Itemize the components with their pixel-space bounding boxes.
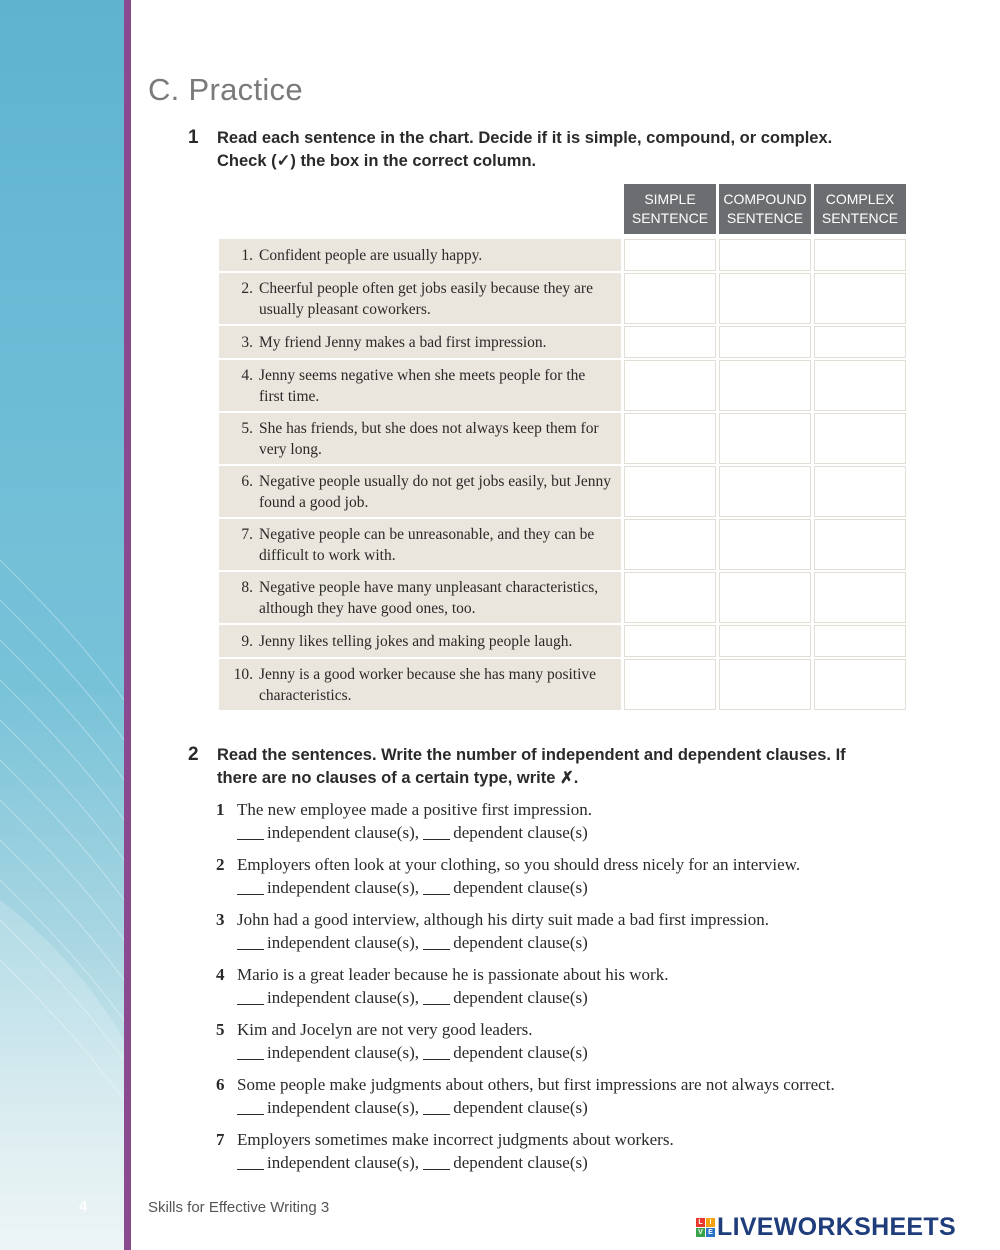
page-number: 4 (78, 1198, 88, 1215)
item-sentence: John had a good interview, although his dirty suit made a bad first impression. (237, 910, 769, 929)
sentence-number: 9. (241, 632, 253, 650)
checkbox-simple[interactable] (624, 360, 716, 411)
checkbox-simple[interactable] (624, 466, 716, 517)
item-sentence: Employers often look at your clothing, so you should dress nicely for an interview. (237, 855, 801, 874)
sentence-cell (219, 466, 621, 517)
table-row (219, 572, 906, 623)
table-row (219, 360, 906, 411)
checkbox-compound[interactable] (719, 625, 811, 657)
checkbox-complex[interactable] (814, 572, 906, 623)
sentence-text: Jenny seems negative when she meets people for the first time. (259, 366, 586, 405)
independent-label: independent clause(s), (267, 1098, 419, 1117)
list-item (216, 1073, 936, 1128)
sentence-number: 6. (241, 472, 253, 490)
table-row (219, 326, 906, 358)
checkbox-complex[interactable] (814, 466, 906, 517)
sentence-text: Jenny likes telling jokes and making people laugh. (259, 632, 573, 650)
sentence-number: 1. (241, 246, 253, 264)
sentence-text: Negative people usually do not get jobs easily, but Jenny found a good job. (259, 472, 611, 511)
sentence-text: Cheerful people often get jobs easily because they are usually pleasant coworkers. (259, 279, 593, 318)
independent-label: independent clause(s), (267, 878, 419, 897)
sentence-number: 7. (241, 525, 253, 543)
checkbox-complex[interactable] (814, 659, 906, 710)
sentence-number: 10. (233, 665, 253, 683)
logo-text: LIVEWORKSHEETS (717, 1213, 956, 1241)
item-sentence: Employers sometimes make incorrect judgments about workers. (237, 1130, 674, 1149)
sentence-cell (219, 625, 621, 657)
sentence-text: Confident people are usually happy. (259, 246, 483, 264)
exercise-2-instruction-line2: there are no clauses of a certain type, write ✗. (217, 769, 579, 787)
table-row (219, 273, 906, 324)
item-number: 3 (216, 910, 225, 929)
dependent-label: dependent clause(s) (453, 823, 588, 842)
exercise-2-instruction (217, 744, 846, 790)
dependent-count-blank[interactable] (423, 948, 450, 950)
exercise-2-instruction-line1: Read the sentences. Write the number of independent and dependent clauses. If (217, 746, 846, 764)
checkbox-compound[interactable] (719, 360, 811, 411)
checkbox-compound[interactable] (719, 326, 811, 358)
list-item (216, 963, 936, 1018)
table-row (219, 625, 906, 657)
item-sentence: Some people make judgments about others, but first impressions are not always correct. (237, 1075, 835, 1094)
independent-label: independent clause(s), (267, 1043, 419, 1062)
sentence-cell (219, 326, 621, 358)
table-row (219, 413, 906, 464)
checkbox-simple[interactable] (624, 659, 716, 710)
table-row (219, 519, 906, 570)
answer-line (237, 876, 588, 899)
list-item (216, 1018, 936, 1073)
column-header-compound: COMPOUND SENTENCE (719, 184, 811, 234)
independent-count-blank[interactable] (237, 948, 264, 950)
sentence-number: 8. (241, 578, 253, 596)
decorative-sidebar (0, 0, 124, 1250)
dependent-count-blank[interactable] (423, 1113, 450, 1115)
sentence-cell (219, 659, 621, 710)
checkbox-complex[interactable] (814, 326, 906, 358)
list-item (216, 853, 936, 908)
item-number: 2 (216, 855, 225, 874)
dependent-label: dependent clause(s) (453, 1098, 588, 1117)
checkbox-compound[interactable] (719, 519, 811, 570)
dependent-label: dependent clause(s) (453, 988, 588, 1007)
sentence-number: 2. (241, 279, 253, 297)
checkbox-simple[interactable] (624, 326, 716, 358)
exercise-1-instruction-line2: Check (✓) the box in the correct column. (217, 152, 537, 170)
checkbox-complex[interactable] (814, 273, 906, 324)
chart-header-blank (219, 184, 621, 234)
list-item (216, 798, 936, 853)
liveworksheets-logo[interactable] (696, 1213, 956, 1242)
exercise-1-number: 1 (188, 127, 199, 148)
dependent-count-blank[interactable] (423, 893, 450, 895)
independent-count-blank[interactable] (237, 893, 264, 895)
sentence-cell (219, 239, 621, 271)
sentence-cell (219, 572, 621, 623)
independent-count-blank[interactable] (237, 1113, 264, 1115)
checkbox-simple[interactable] (624, 413, 716, 464)
sentence-number: 3. (241, 333, 253, 351)
list-item (216, 1128, 936, 1183)
sentence-number: 4. (241, 366, 253, 384)
checkbox-complex[interactable] (814, 625, 906, 657)
checkbox-complex[interactable] (814, 360, 906, 411)
item-number: 5 (216, 1020, 225, 1039)
section-title: C. Practice (148, 72, 303, 107)
dependent-count-blank[interactable] (423, 838, 450, 840)
checkbox-compound[interactable] (719, 572, 811, 623)
item-number: 1 (216, 800, 225, 819)
sentence-text: Negative people have many unpleasant characteristics, although they have good ones, too. (259, 578, 599, 617)
dependent-label: dependent clause(s) (453, 878, 588, 897)
checkbox-simple[interactable] (624, 519, 716, 570)
dependent-label: dependent clause(s) (453, 1153, 588, 1172)
independent-label: independent clause(s), (267, 823, 419, 842)
table-row (219, 466, 906, 517)
independent-count-blank[interactable] (237, 838, 264, 840)
checkbox-compound[interactable] (719, 659, 811, 710)
checkbox-simple[interactable] (624, 572, 716, 623)
answer-line (237, 986, 588, 1009)
item-sentence: The new employee made a positive first impression. (237, 800, 593, 819)
checkbox-complex[interactable] (814, 239, 906, 271)
answer-line (237, 931, 588, 954)
sentence-type-chart (216, 182, 909, 712)
book-title: Skills for Effective Writing 3 (148, 1199, 330, 1216)
checkbox-compound[interactable] (719, 413, 811, 464)
item-number: 7 (216, 1130, 225, 1149)
answer-line (237, 1041, 588, 1064)
sentence-text: My friend Jenny makes a bad first impression. (259, 333, 547, 351)
sentence-text: Jenny is a good worker because she has many positive characteristics. (259, 665, 597, 704)
table-row (219, 659, 906, 710)
sentence-cell (219, 413, 621, 464)
sentence-cell (219, 519, 621, 570)
table-row (219, 239, 906, 271)
sentence-text: Negative people can be unreasonable, and they can be difficult to work with. (259, 525, 595, 564)
sentence-text: She has friends, but she does not always keep them for very long. (259, 419, 599, 458)
independent-count-blank[interactable] (237, 1168, 264, 1170)
sentence-cell (219, 360, 621, 411)
exercise-1-instruction-line1: Read each sentence in the chart. Decide if it is simple, compound, or complex. (217, 129, 833, 147)
sentence-cell (219, 273, 621, 324)
column-header-simple: SIMPLE SENTENCE (624, 184, 716, 234)
dependent-label: dependent clause(s) (453, 933, 588, 952)
answer-line (237, 1096, 588, 1119)
independent-label: independent clause(s), (267, 988, 419, 1007)
item-number: 4 (216, 965, 225, 984)
checkbox-complex[interactable] (814, 413, 906, 464)
item-sentence: Kim and Jocelyn are not very good leaders. (237, 1020, 533, 1039)
column-header-complex: COMPLEX SENTENCE (814, 184, 906, 234)
item-sentence: Mario is a great leader because he is passionate about his work. (237, 965, 669, 984)
checkbox-simple[interactable] (624, 239, 716, 271)
independent-label: independent clause(s), (267, 1153, 419, 1172)
dependent-count-blank[interactable] (423, 1003, 450, 1005)
clause-exercise-list (216, 798, 936, 1183)
sentence-number: 5. (241, 419, 253, 437)
logo-mark-icon: L I V E (696, 1218, 715, 1237)
checkbox-compound[interactable] (719, 239, 811, 271)
independent-count-blank[interactable] (237, 1058, 264, 1060)
list-item (216, 908, 936, 963)
checkbox-complex[interactable] (814, 519, 906, 570)
exercise-2-number: 2 (188, 744, 199, 765)
checkbox-simple[interactable] (624, 273, 716, 324)
checkbox-compound[interactable] (719, 273, 811, 324)
exercise-1-instruction (217, 127, 832, 173)
checkbox-compound[interactable] (719, 466, 811, 517)
item-number: 6 (216, 1075, 225, 1094)
dependent-count-blank[interactable] (423, 1058, 450, 1060)
book-pages-illustration (0, 0, 124, 1250)
checkbox-simple[interactable] (624, 625, 716, 657)
independent-label: independent clause(s), (267, 933, 419, 952)
dependent-label: dependent clause(s) (453, 1043, 588, 1062)
answer-line (237, 821, 588, 844)
independent-count-blank[interactable] (237, 1003, 264, 1005)
sidebar-stripe (124, 0, 131, 1250)
dependent-count-blank[interactable] (423, 1168, 450, 1170)
answer-line (237, 1151, 588, 1174)
